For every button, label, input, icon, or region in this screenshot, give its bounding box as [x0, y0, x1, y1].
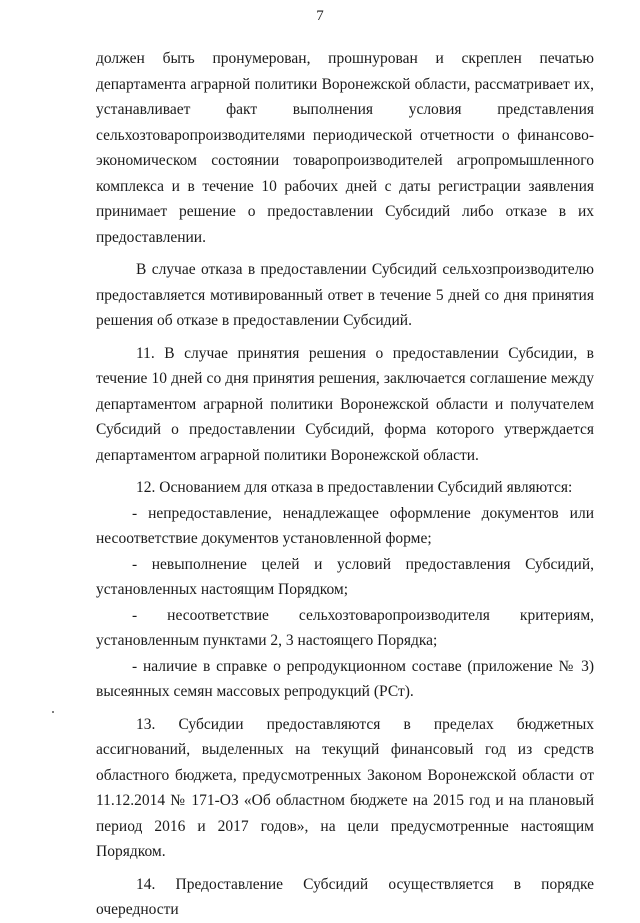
refusal-reason-item: - невыполнение целей и условий предоставления Субсидий, установленных настоящим Порядком; [96, 555, 594, 598]
paragraph-continuation: должен быть пронумерован, прошнурован и скреплен печатью департамента аграрной политики Воронежской области, рассматривает их, устанавливает факт выполнения условия представления сельхозтоваропроизводителями периодической отчетности о финансово-экономическом состоянии товаропроизводителей агропромышленного комплекса и в течение 10 рабочих дней с даты регистрации заявления принимает решение о предоставлении Субсидий либо отказе в их предоставлении. [96, 50, 594, 246]
paragraph-11: 11. В случае принятия решения о предоставлении Субсидии, в течение 10 дней со дня принятия решения, заключается соглашение между департаментом аграрной политики Воронежской области и получателем Субсидий о предоставлении Субсидий, форма которого утверждается департаментом аграрной политики Воронежской области. [96, 344, 594, 464]
refusal-reason-item: - непредоставление, ненадлежащее оформление документов или несоответствие документов установленной форме; [96, 504, 594, 547]
document-body [96, 46, 594, 923]
refusal-reason-item: - несоответствие сельхозтоваропроизводителя критериям, установленным пунктами 2, 3 настоящего Порядка; [96, 606, 594, 649]
refusal-reason-item: - наличие в справке о репродукционном составе (приложение № 3) высеянных семян массовых репродукций (РСт). [96, 657, 594, 700]
paragraph-13: 13. Субсидии предоставляются в пределах бюджетных ассигнований, выделенных на текущий финансовый год из средств областного бюджета, предусмотренных Законом Воронежской области от 11.12.2014 № 171-ОЗ «Об областном бюджете на 2015 год и на плановый период 2016 и 2017 годов», на цели предусмотренные настоящим Порядком. [96, 715, 594, 860]
paragraph-12: 12. Основанием для отказа в предоставлении Субсидий являются: [136, 479, 573, 496]
paragraph-14: 14. Предоставление Субсидий осуществляется в порядке очередности [96, 875, 594, 918]
page-number: 7 [316, 8, 324, 24]
scan-speck [52, 711, 54, 713]
paragraph-refusal-notice: В случае отказа в предоставлении Субсидий сельхозпроизводителю предоставляется мотивированный ответ в течение 5 дней со дня принятия решения об отказе в предоставлении Субсидий. [96, 261, 594, 329]
